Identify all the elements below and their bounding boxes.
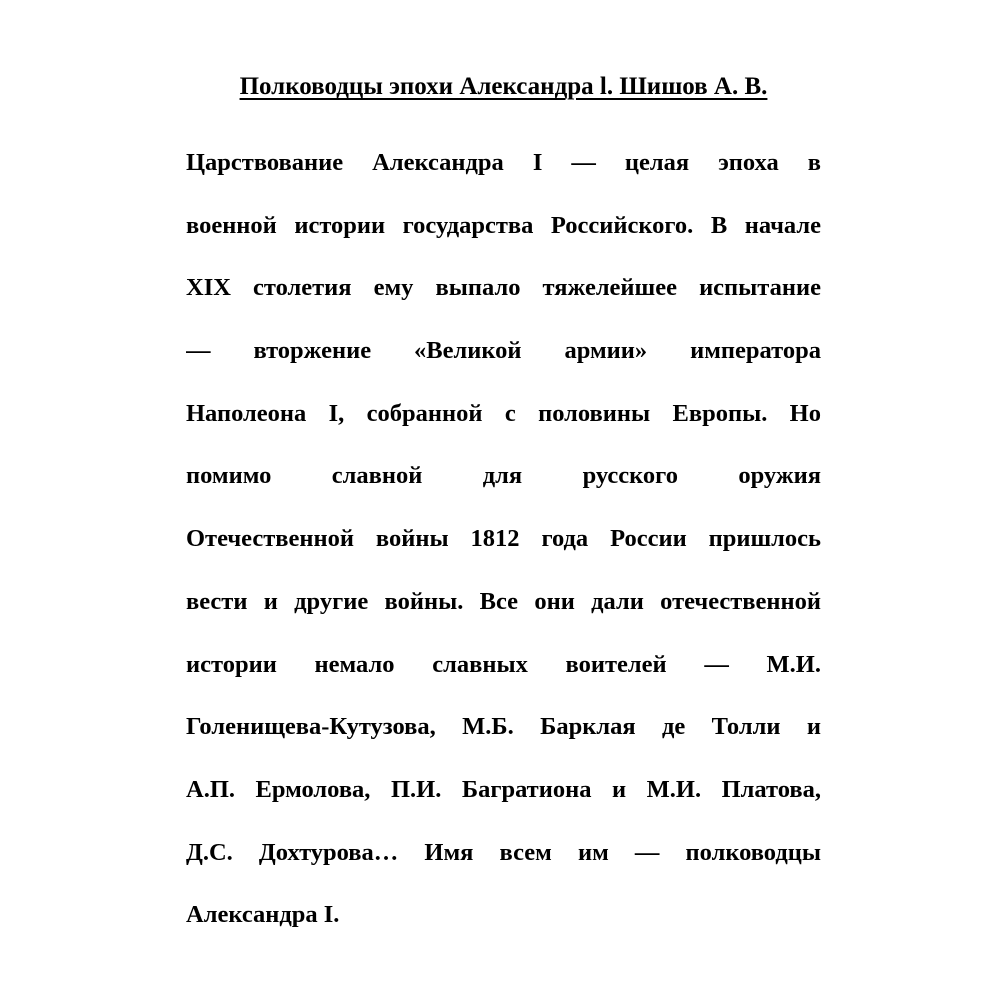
text-line: Д.С. Дохтурова… Имя всем им — полководцы [186, 838, 821, 866]
body-paragraph [186, 143, 821, 958]
text-line: Царствование Александра I — целая эпоха в [186, 149, 821, 176]
text-line: помимо славной для русского оружия [186, 462, 821, 490]
text-line: военной истории государства Российского. В начале [186, 211, 821, 239]
text-line: Александра I. [186, 901, 340, 929]
text-line: XIX столетия ему выпало тяжелейшее испытание [186, 274, 821, 302]
text-line: истории немало славных воителей — М.И. [186, 650, 821, 678]
text-line: вести и другие войны. Все они дали отечественной [186, 587, 821, 615]
text-line: — вторжение «Великой армии» императора [186, 337, 821, 365]
text-line: А.П. Ермолова, П.И. Багратиона и М.И. Платова, [186, 775, 821, 803]
text-line: Отечественной войны 1812 года России пришлось [186, 525, 821, 553]
text-line: Наполеона I, собранной с половины Европы. Но [186, 399, 821, 427]
page-title: Полководцы эпохи Александра l. Шишов А. В. [239, 73, 768, 100]
text-line: Голенищева-Кутузова, М.Б. Барклая де Толли и [186, 713, 821, 741]
